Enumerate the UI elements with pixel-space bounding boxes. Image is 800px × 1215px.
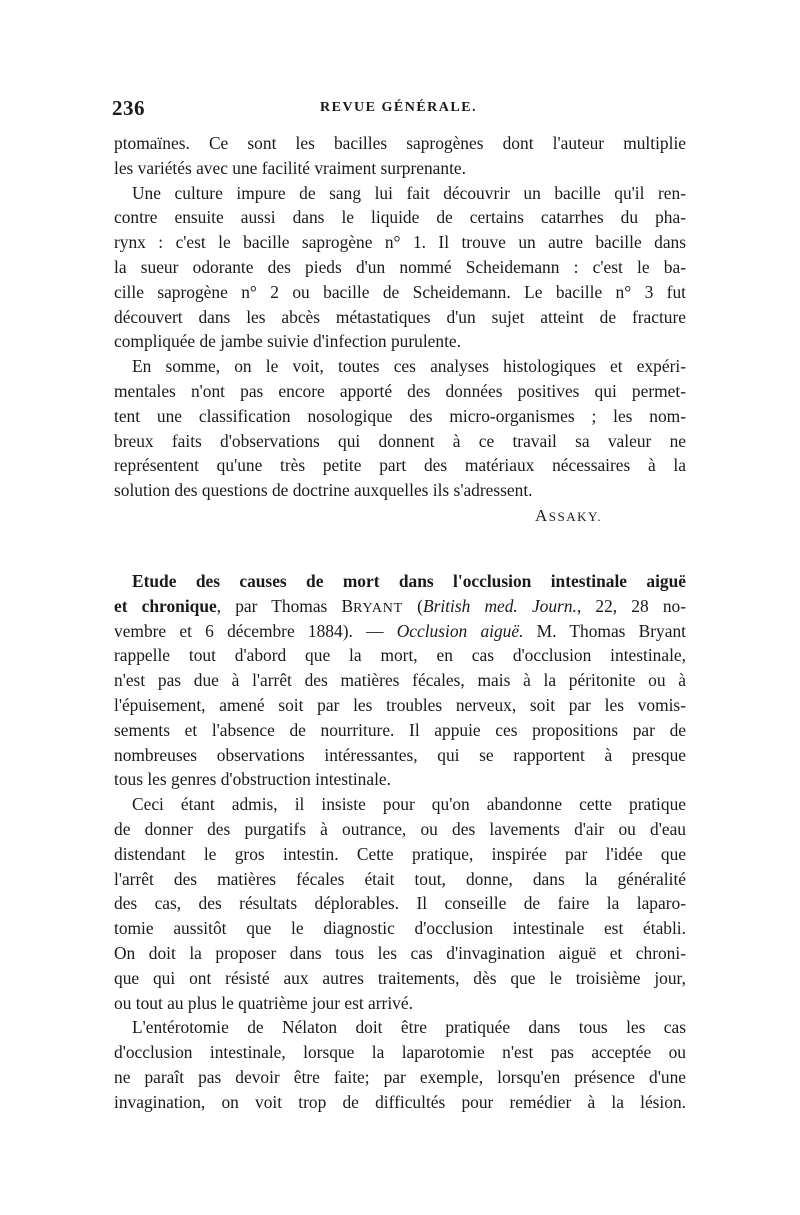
signature-initial: A [535, 505, 549, 525]
running-title: REVUE GÉNÉRALE. [320, 100, 478, 115]
text-line: l'arrêt des matières fécales était tout, donne, dans la généralité [114, 868, 686, 889]
text-line: l'épuisement, amené soit par les troubles nerveux, soit par les vomis- [114, 694, 686, 715]
text-fragment: vembre et 6 décembre 1884). — [114, 620, 397, 641]
text-line: de donner des purgatifs à outrance, ou des lavements d'air ou d'eau [114, 818, 686, 839]
section-continuation [114, 131, 686, 529]
text-line: sements et l'absence de nourriture. Il appuie ces propositions par de [114, 719, 686, 740]
text-line: des cas, des résultats déplorables. Il conseille de faire la laparo- [114, 893, 686, 914]
author-rest: RYANT [353, 600, 403, 616]
article-title: Etude des causes de mort dans l'occlusion intestinale aiguë [132, 571, 686, 591]
page-number: 236 [112, 96, 145, 120]
text-line: invagination, on voit trop de difficultés pour remédier à la lésion. [114, 1091, 686, 1112]
text-line: Ceci étant admis, il insiste pour qu'on abandonne cette pratique [132, 794, 686, 815]
text-line: mentales n'ont pas encore apporté des données positives qui permet- [114, 380, 686, 401]
text-line: nombreuses observations intéressantes, qui se rapportent à presque [114, 744, 686, 765]
journal-name: British med. Journ. [422, 595, 577, 616]
text-line: représentent qu'une très petite part des matériaux nécessaires à la [114, 455, 686, 476]
text-line: contre ensuite aussi dans le liquide de certains catarrhes du pha- [114, 207, 686, 228]
text-line: rynx : c'est le bacille saprogène n° 1. Il trouve un autre bacille dans [114, 232, 686, 253]
subtitle: Occlusion aiguë. [396, 620, 524, 641]
text-line [114, 594, 686, 619]
text-fragment: , par Thomas [216, 595, 342, 616]
text-line: distendant le gros intestin. Cette pratique, inspirée par l'idée que [114, 843, 686, 864]
text-line: breux faits d'observations qui donnent à ce travail sa valeur ne [114, 430, 686, 451]
text-line: d'occlusion intestinale, lorsque la laparotomie n'est pas acceptée ou [114, 1042, 686, 1063]
text-line: On doit la proposer dans tous les cas d'invagination aiguë et chroni- [114, 942, 686, 963]
text-line: ptomaïnes. Ce sont les bacilles saprogènes dont l'auteur multiplie [114, 133, 686, 153]
text-line: la sueur odorante des pieds d'un nommé Scheidemann : c'est le ba- [114, 256, 686, 277]
text-line: découvert dans les abcès métastatiques d'un sujet atteint de fracture [114, 306, 686, 327]
text-line [114, 619, 686, 644]
signature [114, 503, 686, 529]
text-line: compliquée de jambe suivie d'infection purulente. [114, 331, 461, 352]
text-line: rappelle tout d'abord que la mort, en cas d'occlusion intestinale, [114, 645, 686, 666]
text-line: les variétés avec une facilité vraiment surprenante. [114, 157, 466, 178]
text-line: L'entérotomie de Nélaton doit être pratiquée dans tous les cas [132, 1017, 686, 1038]
text-line: ne paraît pas devoir être faite; par exemple, lorsqu'en présence d'une [114, 1066, 686, 1087]
text-fragment: ( [403, 595, 423, 616]
author-initial: B [341, 595, 354, 616]
text-line: tomie aussitôt que le diagnostic d'occlusion intestinale est établi. [114, 918, 686, 939]
text-line: solution des questions de doctrine auxquelles ils s'adressent. [114, 480, 533, 501]
text-line: En somme, on le voit, toutes ces analyses histologiques et expéri- [132, 356, 686, 377]
running-head [112, 96, 684, 120]
text-line: ou tout au plus le quatrième jour est arrivé. [114, 992, 413, 1013]
text-line: tous les genres d'obstruction intestinale. [114, 769, 391, 790]
article-title-cont: et chronique [114, 595, 217, 616]
text-line: que qui ont résisté aux autres traitements, dès que le troisième jour, [114, 967, 686, 988]
text-line: n'est pas due à l'arrêt des matières fécales, mais à la péritonite ou à [114, 670, 686, 691]
text-line: cille saprogène n° 2 ou bacille de Scheidemann. Le bacille n° 3 fut [114, 281, 686, 302]
section-article [114, 569, 686, 1115]
text-line: tent une classification nosologique des micro-organismes ; les nom- [114, 405, 686, 426]
text-line: Une culture impure de sang lui fait découvrir un bacille qu'il ren- [132, 182, 686, 203]
text-fragment: , 22, 28 no- [576, 595, 687, 616]
text-fragment: M. Thomas Bryant [523, 620, 686, 641]
signature-rest: SSAKY. [548, 508, 602, 524]
